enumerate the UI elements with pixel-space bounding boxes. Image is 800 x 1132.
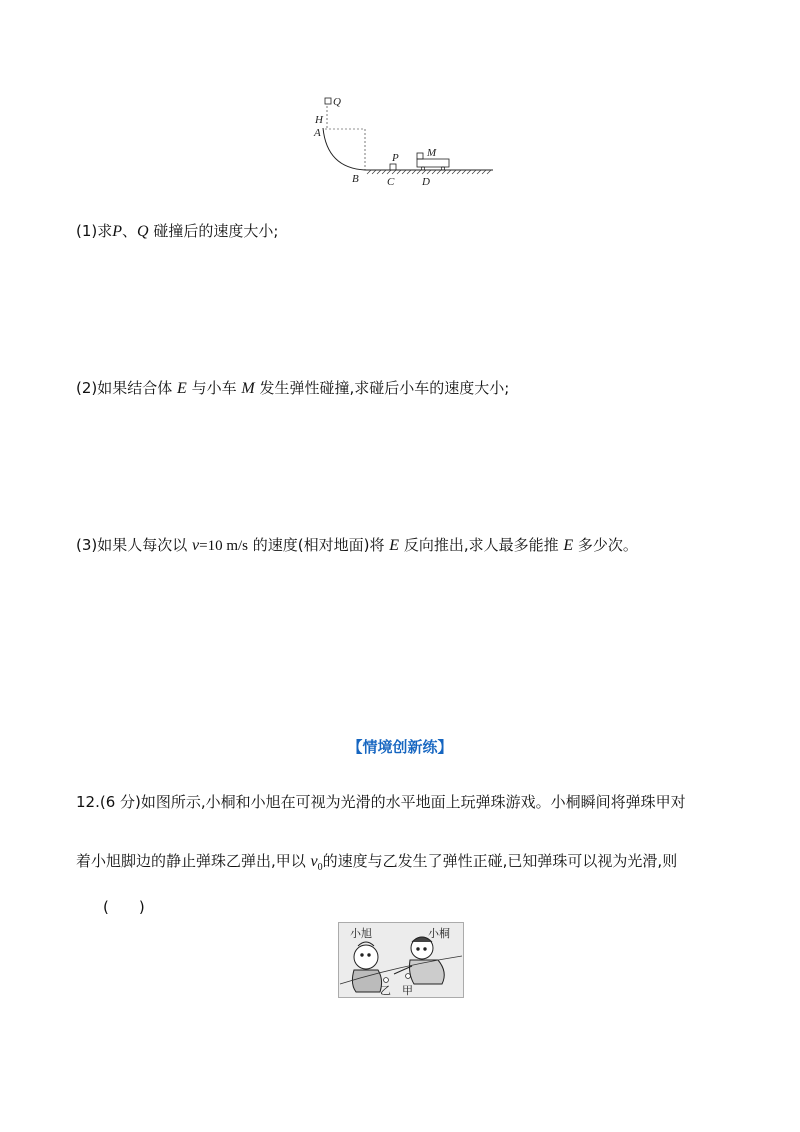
question-2 (76, 378, 509, 399)
label-b: B (352, 173, 359, 185)
q12-var-sub: 0 (317, 862, 323, 873)
name-xiaoxu: 小旭 (350, 927, 372, 940)
name-xiaotong: 小桐 (428, 927, 450, 940)
label-d: D (422, 176, 430, 188)
block-q (325, 98, 331, 104)
q12-var-v: v (310, 853, 318, 870)
q1-suffix: 碰撞后的速度大小; (148, 222, 279, 240)
label-p: P (392, 152, 399, 164)
marble-yi (384, 978, 389, 983)
track-diagram (305, 90, 500, 190)
q3-var-v: v (192, 537, 200, 554)
q2-prefix: (2)如果结合体 (76, 379, 178, 397)
label-jia: 甲 (402, 984, 413, 997)
label-m: M (427, 147, 437, 159)
q3-value: =10 m/s (199, 538, 249, 554)
q12-line2-suffix: 的速度与乙发生了弹性正碰,已知弹珠可以视为光滑,则 (322, 852, 678, 870)
q2-mid: 与小车 (186, 379, 242, 397)
marble-jia (406, 974, 411, 979)
label-c: C (387, 176, 395, 188)
cart-m (417, 159, 449, 167)
q3-mid2: 反向推出,求人最多能推 (399, 536, 564, 554)
question-3 (76, 535, 638, 556)
q3-prefix: (3)如果人每次以 (76, 536, 193, 554)
q2-var-m: M (241, 380, 255, 397)
question-1 (76, 221, 278, 242)
q1-sep: 、 (122, 222, 138, 240)
question-12-line2 (76, 851, 677, 878)
section-title: 【情境创新练】 (347, 738, 453, 756)
q3-var-e1: E (389, 537, 400, 554)
q2-var-e: E (177, 380, 187, 397)
q1-var-q: Q (137, 223, 149, 240)
curved-track (323, 128, 365, 170)
q3-suffix: 多少次。 (573, 536, 638, 554)
answer-paren: ( ) (103, 898, 145, 916)
q2-suffix: 发生弹性碰撞,求碰后小车的速度大小; (254, 379, 510, 397)
q1-prefix: (1)求 (76, 222, 113, 240)
label-h: H (315, 114, 323, 126)
label-yi: 乙 (380, 984, 391, 997)
marbles-illustration (338, 922, 464, 998)
label-a: A (314, 127, 321, 139)
q12-line2-prefix: 着小旭脚边的静止弹珠乙弹出,甲以 (76, 852, 311, 870)
q3-mid: 的速度(相对地面)将 (248, 536, 390, 554)
question-12-line1: 12.(6 分)如图所示,小桐和小旭在可视为光滑的水平地面上玩弹珠游戏。小桐瞬间将弹珠甲对 (76, 793, 686, 811)
q1-var-p: P (112, 223, 123, 240)
block-p (390, 164, 396, 170)
label-q: Q (333, 96, 341, 108)
q3-var-e2: E (563, 537, 574, 554)
